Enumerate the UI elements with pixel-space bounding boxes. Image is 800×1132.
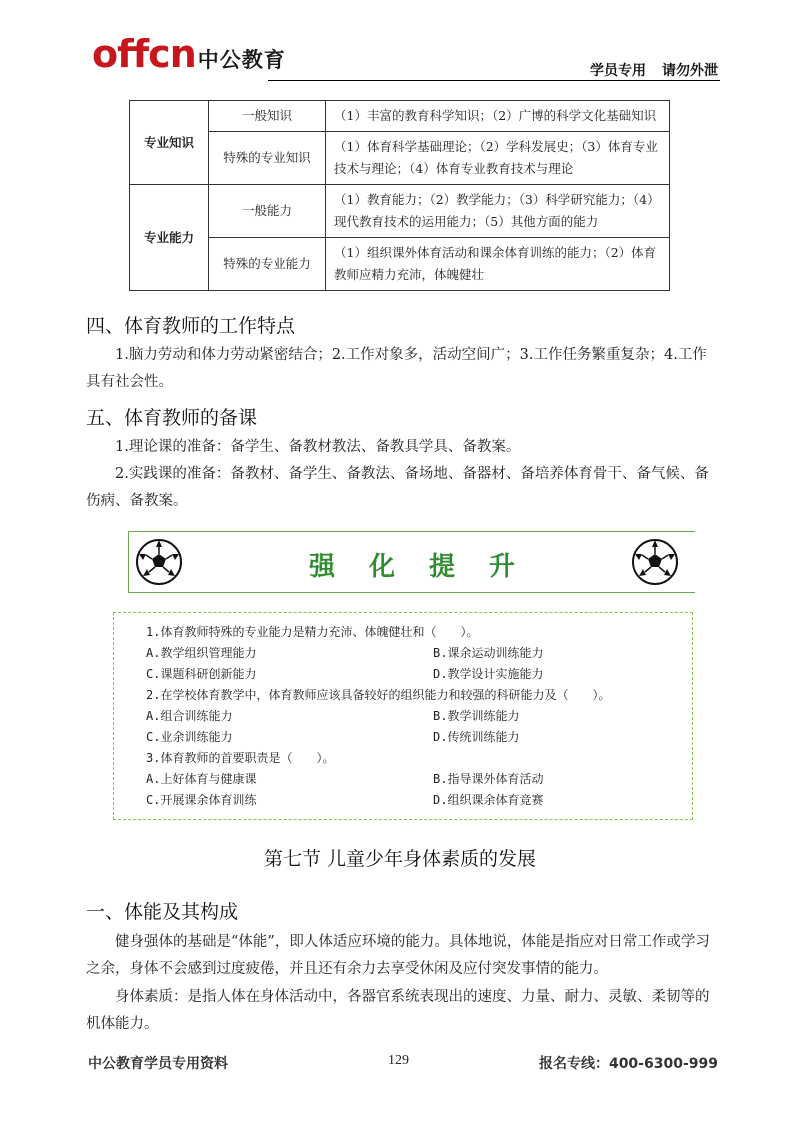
option: A.上好体育与健康课 — [146, 772, 257, 786]
table-row — [130, 238, 670, 291]
chapter-section1-heading: 一、体能及其构成 — [86, 901, 239, 923]
option: D.传统训练能力 — [433, 730, 520, 744]
option: B.指导课外体育活动 — [433, 772, 544, 786]
table-desc-cell: （1）体育科学基础理论；（2）学科发展史；（3）体育专业技术与理论；（4）体育专业教育技术与理论 — [326, 132, 670, 185]
table-sub-cell: 特殊的专业能力 — [209, 238, 326, 291]
chapter-para1: 健身强体的基础是“体能”，即人体适应环境的能力。具体地说，体能是指应对日常工作或学习之余，身体不会感到过度疲倦，并且还有余力去享受休闲及应付突发事情的能力。 — [86, 934, 710, 977]
option: C.开展课余体育训练 — [146, 793, 257, 807]
soccer-ball-icon — [631, 538, 679, 586]
table-row — [130, 185, 670, 238]
table-category-cell: 专业知识 — [130, 101, 209, 185]
option: D.组织课余体育竞赛 — [433, 793, 544, 807]
table-sub-cell: 特殊的专业知识 — [209, 132, 326, 185]
option: A.组合训练能力 — [146, 709, 233, 723]
table-desc-cell: （1）组织课外体育活动和课余体育训练的能力；（2）体育教师应精力充沛，体魄健壮 — [326, 238, 670, 291]
option: A.教学组织管理能力 — [146, 646, 257, 660]
offcn-logo — [92, 32, 286, 76]
section5-line2: 2.实践课的准备：备教材、备学生、备教法、备场地、备器材、备培养体育骨干、备气候、备伤病、备教案。 — [86, 466, 709, 509]
section5-line1: 1.理论课的准备：备学生、备教材教法、备教具学具、备教案。 — [115, 439, 521, 455]
table-desc-cell: （1）教育能力；（2）教学能力；（3）科学研究能力；（4）现代教育技术的运用能力；（5）其他方面的能力 — [326, 185, 670, 238]
table-sub-cell: 一般能力 — [209, 185, 326, 238]
page-number: 129 — [388, 1053, 409, 1068]
option: B.课余运动训练能力 — [433, 646, 544, 660]
footer-hotline: 报名专线：400-6300-999 — [538, 1056, 718, 1072]
section5-heading: 五、体育教师的备课 — [86, 407, 258, 429]
table-row — [130, 101, 670, 132]
option: D.教学设计实施能力 — [433, 667, 544, 681]
table-desc-cell: （1）丰富的教育科学知识；（2）广博的科学文化基础知识 — [326, 101, 670, 132]
section4-heading: 四、体育教师的工作特点 — [86, 315, 296, 337]
quiz-box — [113, 612, 693, 820]
footer-left: 中公教育学员专用资料 — [88, 1056, 228, 1072]
banner-title: 强化提升 — [308, 552, 549, 582]
header-no-leak: 请勿外泄 — [662, 63, 718, 79]
table-sub-cell: 一般知识 — [209, 101, 326, 132]
logo-text-en: offcn — [92, 32, 196, 76]
question-2: 2.在学校体育教学中，体育教师应该具备较好的组织能力和较强的科研能力及（ ）。 — [146, 688, 611, 702]
question-1: 1.体育教师特殊的专业能力是精力充沛、体魄健壮和（ ）。 — [146, 625, 479, 639]
chapter-title: 第七节 儿童少年身体素质的发展 — [263, 848, 537, 870]
table-category-cell: 专业能力 — [130, 185, 209, 291]
practice-banner — [128, 531, 695, 593]
chapter-para2: 身体素质：是指人体在身体活动中，各器官系统表现出的速度、力量、耐力、灵敏、柔韧等的机体能力。 — [86, 989, 710, 1032]
option: C.课题科研创新能力 — [146, 667, 257, 681]
knowledge-ability-table — [129, 100, 670, 291]
question-3: 3.体育教师的首要职责是（ ）。 — [146, 751, 335, 765]
header-divider — [268, 80, 720, 81]
table-row — [130, 132, 670, 185]
header-student-only: 学员专用 — [590, 63, 646, 79]
section4-text: 1.脑力劳动和体力劳动紧密结合；2.工作对象多，活动空间广；3.工作任务繁重复杂；4.工作具有社会性。 — [86, 347, 707, 390]
option: C.业余训练能力 — [146, 730, 233, 744]
logo-text-cn: 中公教育 — [197, 48, 286, 72]
option: B.教学训练能力 — [433, 709, 520, 723]
header-notice — [590, 60, 718, 80]
